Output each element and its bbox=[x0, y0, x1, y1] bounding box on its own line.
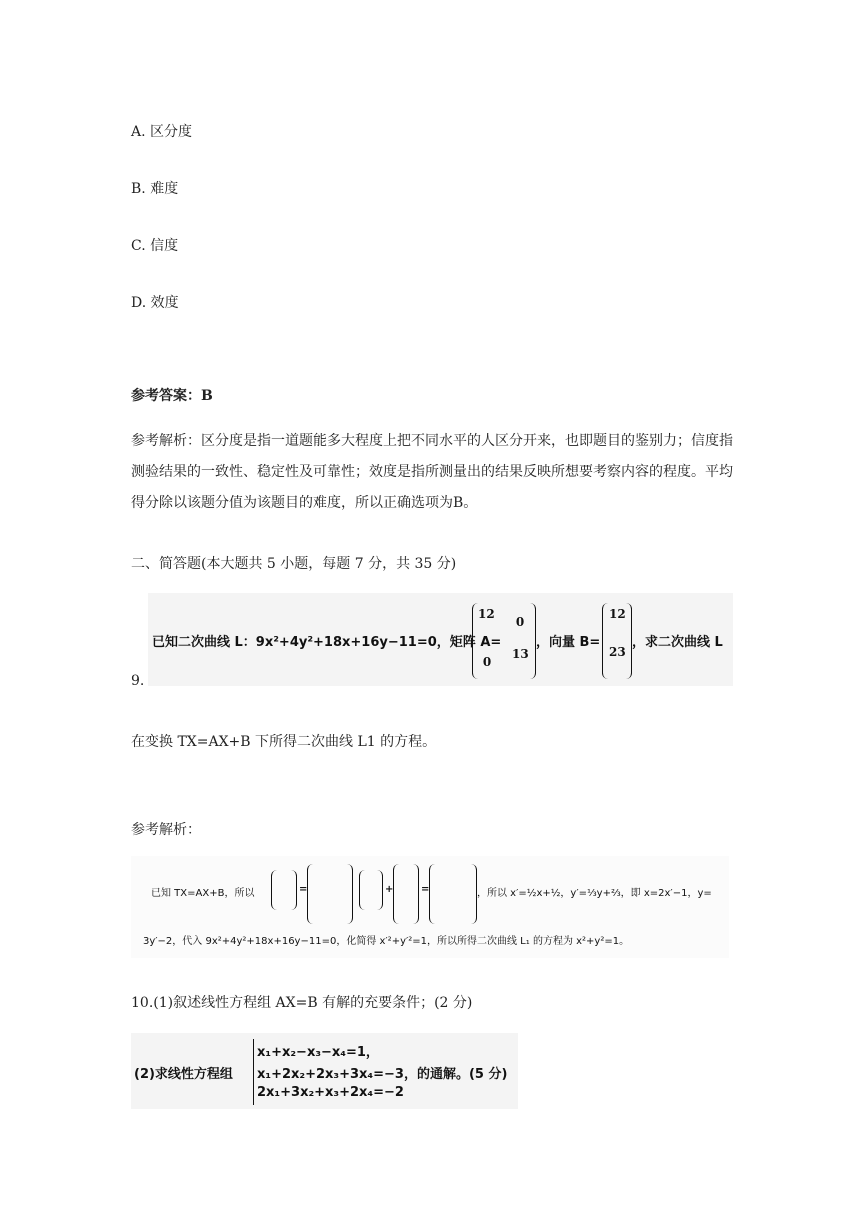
matrix-a-21: 0 bbox=[482, 655, 492, 669]
option-d bbox=[131, 292, 179, 312]
matrix-a-solution bbox=[307, 864, 353, 924]
option-a bbox=[131, 121, 192, 141]
q10-equation-2: x₁+2x₂+2x₃+3x₄=−3，的通解。(5 分) bbox=[257, 1067, 508, 1082]
q9-formula-image bbox=[148, 593, 733, 686]
option-c-letter: C. bbox=[131, 238, 146, 254]
q9-solution-line2: 3y′−2，代入 9x²+4y²+18x+16y−11=0，化简得 x′²+y′²=1，所以所得二次曲线 L₁ 的方程为 x²+y²=1。 bbox=[143, 936, 630, 947]
explanation: 参考解析：区分度是指一道题能多大程度上把不同水平的人区分开来，也即题目的鉴别力；信度指测验结果的一致性、稳定性及可靠性；效度是指所测量出的结果反映所想要考察内容的程度。平均得分除以该题分值为该题目的难度，所以正确选项为B。 bbox=[131, 433, 733, 511]
equals-sign: = bbox=[299, 884, 308, 895]
vector-b-solution bbox=[393, 864, 419, 924]
vector-b-1: 1 2 bbox=[609, 607, 626, 621]
answer: 参考答案：B bbox=[131, 388, 213, 404]
plus-sign: + bbox=[385, 884, 394, 895]
option-b-text: 难度 bbox=[150, 181, 179, 197]
q9-solution-image bbox=[131, 856, 729, 958]
option-d-letter: D. bbox=[131, 295, 147, 311]
vector-xy-prime bbox=[271, 870, 297, 910]
q10-part2-prefix: (2)求线性方程组 bbox=[134, 1067, 233, 1082]
q9-solution-line1a: 已知 TX=AX+B，所以 bbox=[151, 888, 255, 899]
q10-equation-3: 2x₁+3x₂+x₃+2x₄=−2 bbox=[257, 1085, 404, 1100]
system-brace bbox=[253, 1039, 254, 1105]
option-b-letter: B. bbox=[131, 181, 146, 197]
q9-number: 9. bbox=[131, 673, 145, 689]
option-a-text: 区分度 bbox=[150, 124, 193, 140]
option-c bbox=[131, 235, 178, 255]
vector-xy bbox=[359, 870, 383, 910]
matrix-a-11: 1 2 bbox=[478, 607, 495, 621]
section-title: 二、简答题(本大题共 5 小题，每题 7 分，共 35 分) bbox=[131, 556, 457, 572]
q9-image-text-a: 已知二次曲线 L：9x²+4y²+18x+16y−11=0，矩阵 A= bbox=[152, 635, 502, 650]
q10-part1: 10.(1)叙述线性方程组 AX=B 有解的充要条件；(2 分) bbox=[131, 995, 473, 1011]
q10-formula-image bbox=[131, 1033, 518, 1109]
option-a-letter: A. bbox=[131, 124, 146, 140]
option-d-text: 效度 bbox=[150, 295, 179, 311]
q10-equation-1: x₁+x₂−x₃−x₄=1， bbox=[257, 1045, 379, 1060]
q9-solution-line1b: ，所以 x′=½x+½，y′=⅓y+⅔，即 x=2x′−1，y= bbox=[477, 888, 712, 899]
option-c-text: 信度 bbox=[150, 238, 179, 254]
matrix-a-12: 0 bbox=[515, 615, 525, 629]
q9-image-text-c: ，求二次曲线 L bbox=[632, 635, 723, 650]
result-vector bbox=[429, 864, 477, 924]
matrix-a-22: 1 3 bbox=[512, 647, 529, 661]
q9-continuation: 在变换 TX=AX+B 下所得二次曲线 L1 的方程。 bbox=[131, 734, 437, 750]
option-b bbox=[131, 178, 178, 198]
vector-b-2: 2 3 bbox=[609, 645, 626, 659]
q9-image-text-b: ，向量 B= bbox=[536, 635, 601, 650]
equals-sign-2: = bbox=[421, 884, 430, 895]
q9-solution-label: 参考解析： bbox=[131, 822, 201, 838]
